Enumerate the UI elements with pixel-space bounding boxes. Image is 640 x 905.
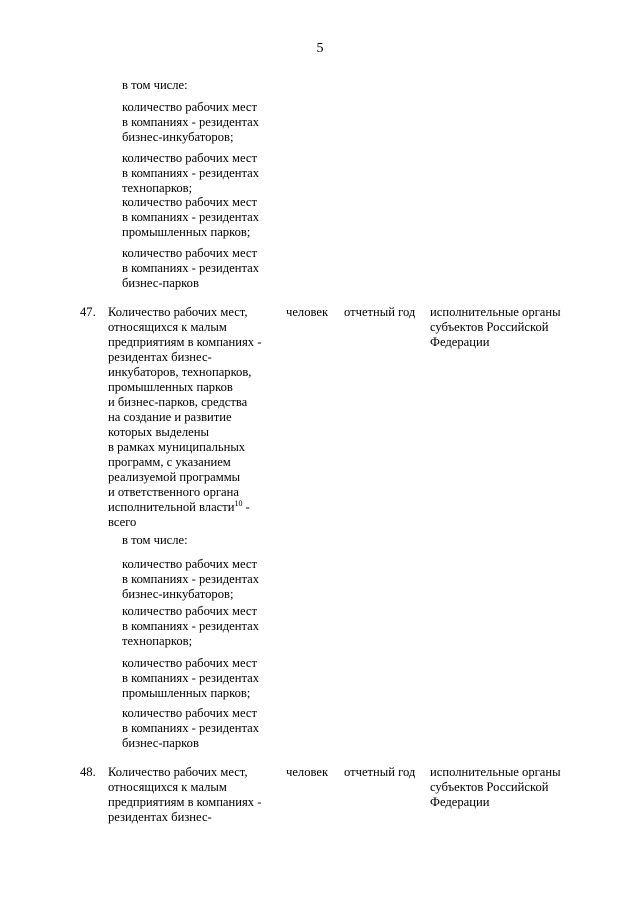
indicator-name-line: предприятиям в компаниях - bbox=[108, 335, 262, 349]
indicator-name-text: исполнительной власти bbox=[108, 500, 235, 514]
including-label: в том числе: bbox=[122, 533, 188, 547]
indicator-name-line: реализуемой программы bbox=[108, 470, 241, 484]
indicator-name-line: в рамках муниципальных bbox=[108, 440, 246, 454]
indicator-name-line: предприятиям в компаниях - bbox=[108, 795, 262, 809]
sub-item-line: количество рабочих мест bbox=[122, 100, 258, 114]
responsible-body-line: исполнительные органы bbox=[430, 305, 561, 319]
sub-item-line: технопарков; bbox=[122, 634, 193, 648]
sub-item bbox=[122, 604, 292, 649]
sub-item bbox=[122, 246, 292, 291]
responsible-body-line: Федерации bbox=[430, 335, 490, 349]
sub-item-line: бизнес-парков bbox=[122, 276, 199, 290]
indicator-name-line: относящихся к малым bbox=[108, 780, 227, 794]
indicator-name-line: на создание и развитие bbox=[108, 410, 232, 424]
indicator-name-line: и бизнес-парков, средства bbox=[108, 395, 248, 409]
responsible-body-line: Федерации bbox=[430, 795, 490, 809]
responsible-body-line: субъектов Российской bbox=[430, 320, 549, 334]
sub-item-line: бизнес-инкубаторов; bbox=[122, 130, 234, 144]
responsible-body bbox=[430, 305, 580, 350]
sub-item-line: количество рабочих мест bbox=[122, 195, 258, 209]
sub-item-line: промышленных парков; bbox=[122, 225, 251, 239]
row-number: 48. bbox=[80, 765, 96, 779]
sub-item-line: в компаниях - резидентах bbox=[122, 261, 260, 275]
responsible-body-line: исполнительные органы bbox=[430, 765, 561, 779]
sub-item-line: технопарков; bbox=[122, 181, 193, 195]
sub-item bbox=[122, 557, 292, 602]
indicator-name-dash: - bbox=[242, 500, 250, 514]
unit-of-measure: человек bbox=[286, 765, 329, 779]
responsible-body-line: субъектов Российской bbox=[430, 780, 549, 794]
indicator-name-line: резидентах бизнес- bbox=[108, 350, 212, 364]
indicator-name-line: всего bbox=[108, 515, 137, 529]
sub-item bbox=[122, 151, 292, 196]
sub-item-line: в компаниях - резидентах bbox=[122, 572, 260, 586]
sub-item-line: в компаниях - резидентах bbox=[122, 210, 260, 224]
indicator-name bbox=[108, 305, 286, 530]
reporting-period: отчетный год bbox=[344, 305, 416, 319]
indicator-name-line: промышленных парков bbox=[108, 380, 233, 394]
including-label: в том числе: bbox=[122, 78, 188, 92]
indicator-name-line: которых выделены bbox=[108, 425, 209, 439]
sub-item bbox=[122, 195, 292, 240]
sub-item-line: количество рабочих мест bbox=[122, 706, 258, 720]
sub-item bbox=[122, 656, 292, 701]
indicator-name-line: и ответственного органа bbox=[108, 485, 239, 499]
sub-item-line: в компаниях - резидентах bbox=[122, 115, 260, 129]
footnote-ref: 10 bbox=[234, 498, 243, 508]
row-number: 47. bbox=[80, 305, 96, 319]
indicator-name-line: относящихся к малым bbox=[108, 320, 227, 334]
sub-item-line: в компаниях - резидентах bbox=[122, 721, 260, 735]
indicator-name-line: инкубаторов, технопарков, bbox=[108, 365, 252, 379]
responsible-body bbox=[430, 765, 580, 810]
sub-item-line: количество рабочих мест bbox=[122, 604, 258, 618]
sub-item-line: в компаниях - резидентах bbox=[122, 166, 260, 180]
sub-item-line: в компаниях - резидентах bbox=[122, 671, 260, 685]
indicator-name-line: Количество рабочих мест, bbox=[108, 765, 248, 779]
sub-item bbox=[122, 706, 292, 751]
indicator-name-line bbox=[108, 500, 286, 515]
indicator-name-line: Количество рабочих мест, bbox=[108, 305, 248, 319]
indicator-name-line: резидентах бизнес- bbox=[108, 810, 212, 824]
reporting-period: отчетный год bbox=[344, 765, 416, 779]
unit-of-measure: человек bbox=[286, 305, 329, 319]
sub-item-line: количество рабочих мест bbox=[122, 656, 258, 670]
indicator-name-line: программ, с указанием bbox=[108, 455, 231, 469]
sub-item-line: количество рабочих мест bbox=[122, 557, 258, 571]
page-number: 5 bbox=[316, 41, 324, 56]
sub-item-line: бизнес-парков bbox=[122, 736, 199, 750]
sub-item bbox=[122, 100, 292, 145]
sub-item-line: бизнес-инкубаторов; bbox=[122, 587, 234, 601]
indicator-name bbox=[108, 765, 286, 825]
sub-item-line: промышленных парков; bbox=[122, 686, 251, 700]
sub-item-line: количество рабочих мест bbox=[122, 151, 258, 165]
sub-item-line: в компаниях - резидентах bbox=[122, 619, 260, 633]
sub-item-line: количество рабочих мест bbox=[122, 246, 258, 260]
